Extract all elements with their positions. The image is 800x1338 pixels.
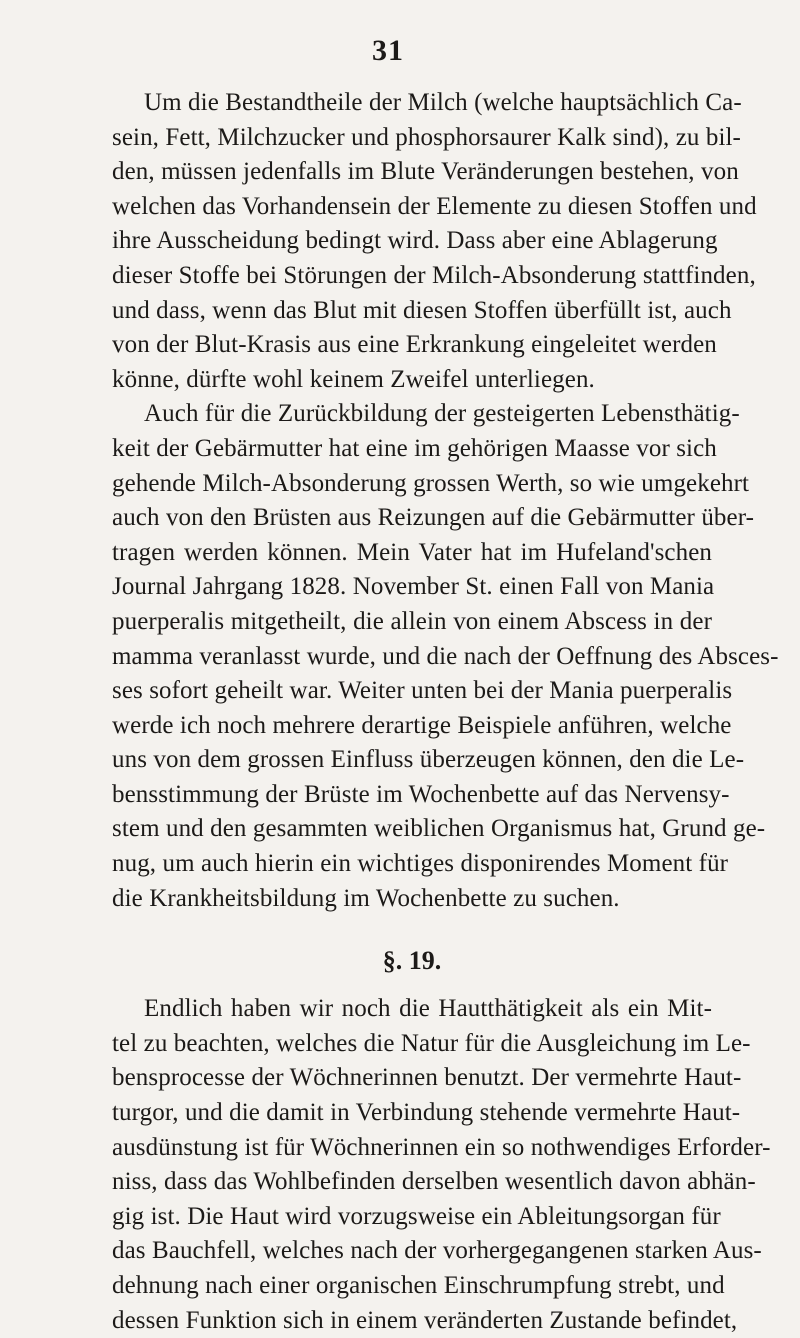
section-heading: §. 19.	[382, 946, 442, 976]
text-line: Journal Jahrgang 1828. November St. einen Fall von Mania	[112, 573, 715, 601]
text-line: sein, Fett, Milchzucker und phosphorsaurer Kalk sind), zu bil-	[112, 123, 741, 151]
text-line: den, müssen jedenfalls im Blute Veränderungen bestehen, von	[112, 158, 739, 186]
text-line: dieser Stoffe bei Störungen der Milch-Absonderung stattfinden,	[112, 261, 756, 289]
text-line: ses sofort geheilt war. Weiter unten bei der Mania puerperalis	[112, 677, 733, 705]
paragraph-1	[112, 86, 757, 397]
paragraph-3	[112, 992, 771, 1338]
text-line: keit der Gebärmutter hat eine im gehörigen Maasse vor sich	[112, 434, 717, 462]
text-line: Endlich haben wir noch die Hautthätigkeit als ein Mit-	[144, 995, 712, 1023]
text-line: das Bauchfell, welches nach der vorhergegangenen starken Aus-	[112, 1237, 762, 1265]
text-line: gehende Milch-Absonderung grossen Werth, so wie umgekehrt	[112, 469, 750, 497]
text-line: nug, um auch hierin ein wichtiges disponirendes Moment für	[112, 850, 729, 878]
text-line: puerperalis mitgetheilt, die allein von einem Abscess in der	[112, 607, 712, 635]
text-line: mamma veranlasst wurde, und die nach der Oeffnung des Absces-	[112, 642, 779, 670]
body-text	[112, 86, 779, 1338]
text-line: Um die Bestandtheile der Milch (welche hauptsächlich Ca-	[144, 89, 742, 116]
text-line: auch von den Brüsten aus Reizungen auf die Gebärmutter über-	[112, 504, 755, 532]
text-line: könne, dürfte wohl keinem Zweifel unterliegen.	[112, 365, 595, 393]
text-line: tragen werden können. Mein Vater hat im Hufeland'schen	[112, 538, 712, 566]
text-line: stem und den gesammten weiblichen Organismus hat, Grund ge-	[112, 815, 766, 843]
text-line: ihre Ausscheidung bedingt wird. Dass aber eine Ablagerung	[112, 227, 718, 255]
text-line: dessen Funktion sich in einem veränderten Zustande befindet,	[112, 1306, 738, 1334]
paragraph-2	[112, 397, 779, 916]
text-line: tel zu beachten, welches die Natur für die Ausgleichung im Le-	[112, 1029, 751, 1057]
text-line: bensstimmung der Brüste im Wochenbette auf das Nervensy-	[112, 780, 730, 808]
text-line: turgor, und die damit in Verbindung stehende vermehrte Haut-	[112, 1099, 741, 1127]
text-line: Auch für die Zurückbildung der gesteigerten Lebensthätig-	[144, 400, 740, 428]
text-line: ausdünstung ist für Wöchnerinnen ein so nothwendiges Erforder-	[112, 1133, 771, 1161]
page-number: 31	[372, 34, 404, 67]
text-line: niss, dass das Wohlbefinden derselben wesentlich davon abhän-	[112, 1168, 756, 1196]
text-line: dehnung nach einer organischen Einschrumpfung strebt, und	[112, 1272, 725, 1299]
text-line: gig ist. Die Haut wird vorzugsweise ein Ableitungsorgan für	[112, 1202, 721, 1230]
text-line: welchen das Vorhandensein der Elemente zu diesen Stoffen und	[112, 192, 757, 220]
text-line: und dass, wenn das Blut mit diesen Stoffen überfüllt ist, auch	[112, 296, 732, 324]
text-line: werde ich noch mehrere derartige Beispiele anführen, welche	[112, 711, 732, 739]
text-line: bensprocesse der Wöchnerinnen benutzt. Der vermehrte Haut-	[112, 1064, 742, 1092]
text-line: uns von dem grossen Einfluss überzeugen können, den die Le-	[112, 746, 745, 774]
text-line: von der Blut-Krasis aus eine Erkrankung eingeleitet werden	[112, 331, 717, 359]
text-line: die Krankheitsbildung im Wochenbette zu suchen.	[112, 884, 620, 912]
